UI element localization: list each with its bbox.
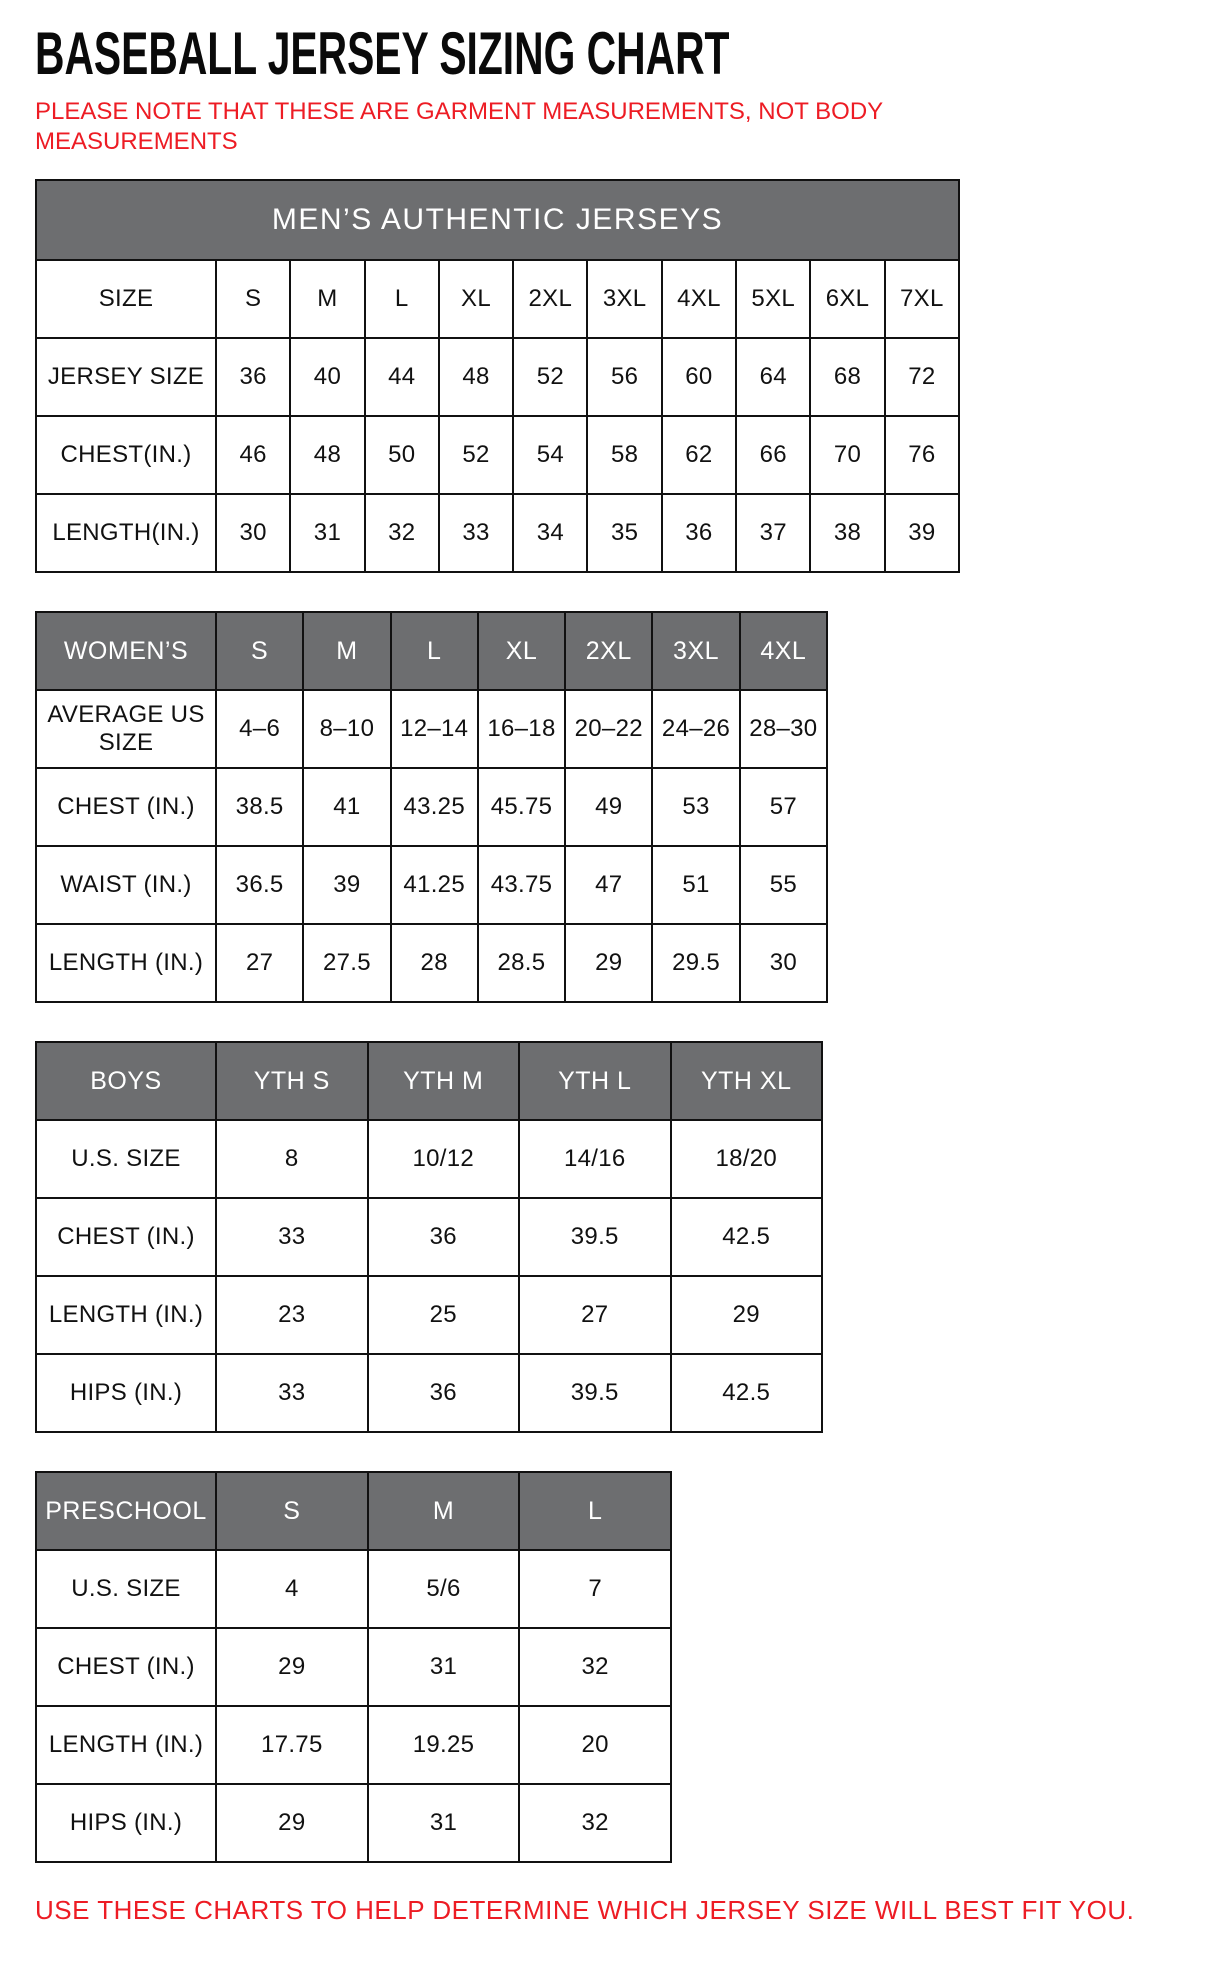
measurement-cell: 52 <box>513 338 587 416</box>
measurement-cell: 43.75 <box>478 846 565 924</box>
measurement-cell: 8 <box>216 1120 368 1198</box>
measurement-cell: 76 <box>885 416 959 494</box>
measurement-cell: 60 <box>662 338 736 416</box>
measurement-cell: 14/16 <box>519 1120 671 1198</box>
row-label: LENGTH (IN.) <box>36 1706 216 1784</box>
measurement-cell: 64 <box>736 338 810 416</box>
measurement-cell: 31 <box>368 1628 520 1706</box>
table-row <box>36 924 827 1002</box>
size-column-header: S <box>216 260 290 338</box>
size-column-header: M <box>303 612 390 690</box>
mens-authentic-jerseys-table <box>35 179 960 573</box>
size-column-header: 2XL <box>513 260 587 338</box>
table-corner-label: WOMEN’S <box>36 612 216 690</box>
size-column-header: 5XL <box>736 260 810 338</box>
row-label: JERSEY SIZE <box>36 338 216 416</box>
table-row <box>36 1354 822 1432</box>
size-column-header: 3XL <box>587 260 661 338</box>
table-row <box>36 768 827 846</box>
measurement-cell: 40 <box>290 338 364 416</box>
table-row <box>36 1784 671 1862</box>
size-column-header: YTH S <box>216 1042 368 1120</box>
measurement-cell: 29 <box>216 1784 368 1862</box>
measurement-cell: 17.75 <box>216 1706 368 1784</box>
boys-sizing-table <box>35 1041 823 1433</box>
measurement-cell: 35 <box>587 494 661 572</box>
table-banner: MEN’S AUTHENTIC JERSEYS <box>36 180 959 260</box>
table-banner-row <box>36 180 959 260</box>
measurement-cell: 36 <box>368 1354 520 1432</box>
measurement-cell: 43.25 <box>391 768 478 846</box>
size-column-header: L <box>391 612 478 690</box>
measurement-cell: 52 <box>439 416 513 494</box>
measurement-cell: 27 <box>216 924 303 1002</box>
measurement-cell: 47 <box>565 846 652 924</box>
table-corner-label: SIZE <box>36 260 216 338</box>
measurement-cell: 56 <box>587 338 661 416</box>
footer-note: USE THESE CHARTS TO HELP DETERMINE WHICH JERSEY SIZE WILL BEST FIT YOU. <box>35 1895 1135 1925</box>
measurement-cell: 31 <box>368 1784 520 1862</box>
measurement-cell: 62 <box>662 416 736 494</box>
table-row <box>36 1276 822 1354</box>
measurement-cell: 46 <box>216 416 290 494</box>
row-label: CHEST (IN.) <box>36 768 216 846</box>
measurement-cell: 49 <box>565 768 652 846</box>
measurement-cell: 42.5 <box>671 1354 823 1432</box>
size-column-header: L <box>365 260 439 338</box>
measurement-cell: 4 <box>216 1550 368 1628</box>
size-column-header: M <box>368 1472 520 1550</box>
size-column-header: 4XL <box>662 260 736 338</box>
row-label: LENGTH(IN.) <box>36 494 216 572</box>
measurement-cell: 12–14 <box>391 690 478 768</box>
measurement-cell: 39 <box>885 494 959 572</box>
preschool-sizing-table <box>35 1471 672 1863</box>
measurement-cell: 23 <box>216 1276 368 1354</box>
measurement-cell: 30 <box>740 924 827 1002</box>
measurement-cell: 33 <box>439 494 513 572</box>
measurement-cell: 20–22 <box>565 690 652 768</box>
measurement-cell: 29 <box>671 1276 823 1354</box>
measurement-cell: 28–30 <box>740 690 827 768</box>
row-label: HIPS (IN.) <box>36 1784 216 1862</box>
measurement-cell: 36.5 <box>216 846 303 924</box>
size-column-header: 2XL <box>565 612 652 690</box>
measurement-cell: 36 <box>216 338 290 416</box>
measurement-cell: 36 <box>368 1198 520 1276</box>
measurement-cell: 53 <box>652 768 739 846</box>
size-column-header: 6XL <box>810 260 884 338</box>
measurement-cell: 4–6 <box>216 690 303 768</box>
table-row <box>36 690 827 768</box>
measurement-cell: 33 <box>216 1198 368 1276</box>
table-header-row <box>36 1042 822 1120</box>
measurement-cell: 38 <box>810 494 884 572</box>
measurement-cell: 5/6 <box>368 1550 520 1628</box>
table-row <box>36 1628 671 1706</box>
measurement-cell: 72 <box>885 338 959 416</box>
size-column-header: XL <box>478 612 565 690</box>
size-column-header: YTH M <box>368 1042 520 1120</box>
measurement-cell: 8–10 <box>303 690 390 768</box>
row-label: U.S. SIZE <box>36 1120 216 1198</box>
row-label: LENGTH (IN.) <box>36 1276 216 1354</box>
row-label: AVERAGE US SIZE <box>36 690 216 768</box>
table-row <box>36 1198 822 1276</box>
table-header-row <box>36 612 827 690</box>
measurement-cell: 48 <box>439 338 513 416</box>
measurement-cell: 45.75 <box>478 768 565 846</box>
measurement-cell: 50 <box>365 416 439 494</box>
size-column-header: 7XL <box>885 260 959 338</box>
measurement-cell: 51 <box>652 846 739 924</box>
measurement-cell: 54 <box>513 416 587 494</box>
row-label: HIPS (IN.) <box>36 1354 216 1432</box>
measurement-cell: 7 <box>519 1550 671 1628</box>
measurement-cell: 28 <box>391 924 478 1002</box>
table-row <box>36 1706 671 1784</box>
measurement-cell: 41.25 <box>391 846 478 924</box>
womens-sizing-table <box>35 611 828 1003</box>
table-row <box>36 1550 671 1628</box>
measurement-cell: 39 <box>303 846 390 924</box>
measurement-cell: 29 <box>216 1628 368 1706</box>
measurement-cell: 27.5 <box>303 924 390 1002</box>
measurement-cell: 10/12 <box>368 1120 520 1198</box>
measurement-cell: 41 <box>303 768 390 846</box>
measurement-cell: 30 <box>216 494 290 572</box>
table-corner-label: PRESCHOOL <box>36 1472 216 1550</box>
measurement-cell: 34 <box>513 494 587 572</box>
garment-measurements-note: PLEASE NOTE THAT THESE ARE GARMENT MEASUREMENTS, NOT BODY MEASUREMENTS <box>35 98 883 155</box>
size-column-header: L <box>519 1472 671 1550</box>
measurement-cell: 48 <box>290 416 364 494</box>
measurement-cell: 16–18 <box>478 690 565 768</box>
measurement-cell: 39.5 <box>519 1198 671 1276</box>
measurement-cell: 68 <box>810 338 884 416</box>
table-header-row <box>36 1472 671 1550</box>
table-header-row <box>36 260 959 338</box>
size-column-header: S <box>216 1472 368 1550</box>
measurement-cell: 42.5 <box>671 1198 823 1276</box>
size-column-header: YTH XL <box>671 1042 823 1120</box>
measurement-cell: 24–26 <box>652 690 739 768</box>
measurement-cell: 18/20 <box>671 1120 823 1198</box>
row-label: CHEST(IN.) <box>36 416 216 494</box>
measurement-cell: 32 <box>519 1784 671 1862</box>
measurement-cell: 66 <box>736 416 810 494</box>
row-label: WAIST (IN.) <box>36 846 216 924</box>
row-label: CHEST (IN.) <box>36 1628 216 1706</box>
table-row <box>36 846 827 924</box>
measurement-cell: 70 <box>810 416 884 494</box>
measurement-cell: 57 <box>740 768 827 846</box>
measurement-cell: 27 <box>519 1276 671 1354</box>
table-row <box>36 494 959 572</box>
row-label: CHEST (IN.) <box>36 1198 216 1276</box>
measurement-cell: 37 <box>736 494 810 572</box>
size-column-header: M <box>290 260 364 338</box>
measurement-cell: 33 <box>216 1354 368 1432</box>
table-row <box>36 338 959 416</box>
table-corner-label: BOYS <box>36 1042 216 1120</box>
measurement-cell: 36 <box>662 494 736 572</box>
measurement-cell: 44 <box>365 338 439 416</box>
measurement-cell: 32 <box>519 1628 671 1706</box>
table-row <box>36 416 959 494</box>
measurement-cell: 28.5 <box>478 924 565 1002</box>
row-label: U.S. SIZE <box>36 1550 216 1628</box>
measurement-cell: 29.5 <box>652 924 739 1002</box>
size-column-header: 3XL <box>652 612 739 690</box>
size-column-header: YTH L <box>519 1042 671 1120</box>
measurement-cell: 31 <box>290 494 364 572</box>
measurement-cell: 39.5 <box>519 1354 671 1432</box>
measurement-cell: 19.25 <box>368 1706 520 1784</box>
size-column-header: 4XL <box>740 612 827 690</box>
measurement-cell: 38.5 <box>216 768 303 846</box>
size-column-header: XL <box>439 260 513 338</box>
table-row <box>36 1120 822 1198</box>
page-title: BASEBALL JERSEY SIZING CHART <box>35 20 730 87</box>
size-column-header: S <box>216 612 303 690</box>
measurement-cell: 20 <box>519 1706 671 1784</box>
measurement-cell: 29 <box>565 924 652 1002</box>
row-label: LENGTH (IN.) <box>36 924 216 1002</box>
measurement-cell: 32 <box>365 494 439 572</box>
measurement-cell: 25 <box>368 1276 520 1354</box>
measurement-cell: 55 <box>740 846 827 924</box>
measurement-cell: 58 <box>587 416 661 494</box>
